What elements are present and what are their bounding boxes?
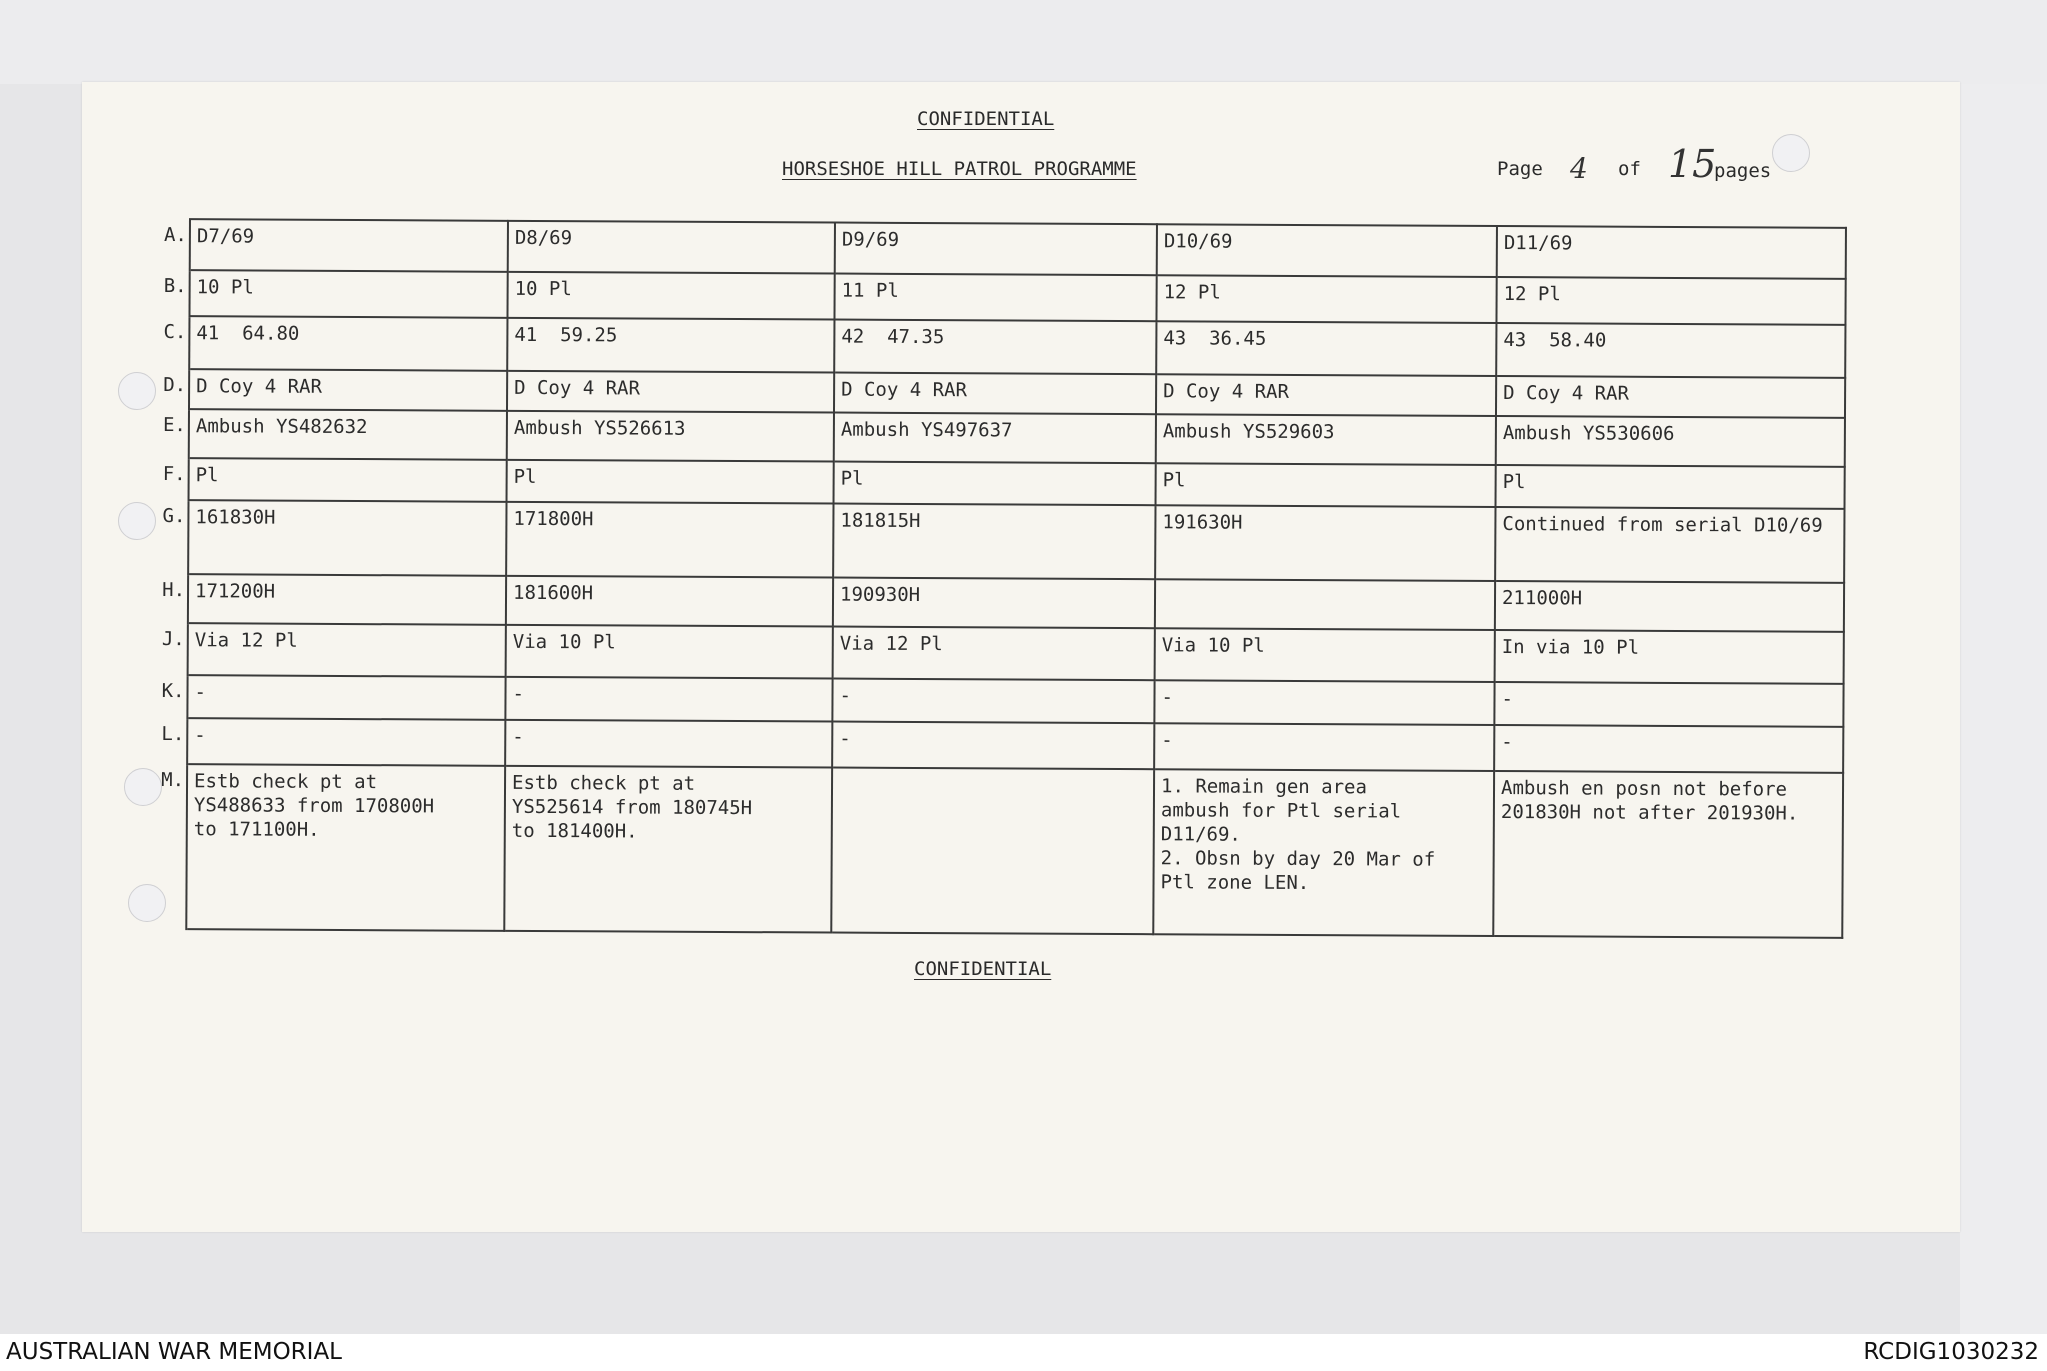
page-number-handwritten: 4: [1570, 152, 1588, 185]
table-cell: Pl: [189, 458, 507, 502]
table-cell: D9/69: [835, 223, 1157, 275]
table-cell: D Coy 4 RAR: [1496, 376, 1845, 418]
table-cell: 41 64.80: [189, 316, 507, 370]
punch-hole: [118, 502, 156, 540]
table-cell: 171800H: [506, 502, 833, 578]
page-of-label: of: [1618, 158, 1641, 180]
table-cell: D8/69: [508, 221, 835, 273]
pages-label: pages: [1714, 160, 1772, 182]
table-cell: -: [832, 679, 1154, 723]
viewer-background-top: [0, 0, 2047, 84]
table-cell: [831, 768, 1154, 935]
row-label: M.: [152, 764, 187, 929]
table-cell: D11/69: [1497, 226, 1846, 279]
table-cell: -: [187, 676, 505, 720]
table-cell: In via 10 Pl: [1495, 630, 1844, 685]
table-cell: Via 10 Pl: [1155, 628, 1495, 683]
table-row: [152, 764, 1843, 938]
table-row: [155, 409, 1845, 466]
table-cell: -: [505, 677, 832, 721]
table-row: [154, 623, 1844, 685]
table-cell: 171200H: [188, 574, 506, 624]
table-cell: 161830H: [188, 500, 506, 576]
table-cell: -: [505, 719, 832, 767]
archive-footer: [0, 1334, 2047, 1371]
table-cell: Via 10 Pl: [506, 624, 833, 679]
table-cell: -: [1154, 723, 1494, 771]
table-cell: 190930H: [833, 577, 1155, 627]
row-label: C.: [155, 316, 189, 369]
table-cell: D7/69: [190, 219, 508, 271]
table-cell: Ambush YS526613: [507, 411, 834, 461]
table-cell: 12 Pl: [1496, 277, 1845, 325]
table-cell: -: [187, 718, 505, 766]
table-cell: 191630H: [1155, 505, 1495, 581]
table-cell: D Coy 4 RAR: [189, 369, 507, 411]
punch-hole: [1772, 134, 1810, 172]
table-cell: Pl: [1156, 463, 1496, 507]
table-cell: Estb check pt at YS488633 from 170800H to 171100H.: [186, 764, 505, 931]
table-cell: -: [832, 721, 1154, 769]
table-cell: 181815H: [833, 504, 1155, 580]
table-cell: 211000H: [1495, 581, 1844, 631]
table-cell: Ambush YS529603: [1156, 414, 1496, 464]
table-cell: -: [1154, 681, 1494, 725]
table-cell: Via 12 Pl: [188, 623, 506, 677]
table-cell: Pl: [834, 461, 1156, 505]
row-label: A.: [156, 219, 190, 270]
table-cell: Continued from serial D10/69: [1495, 507, 1844, 583]
table-cell: -: [1494, 682, 1843, 726]
record-reference: RCDIG1030232: [1863, 1339, 2039, 1365]
row-label: B.: [155, 270, 189, 317]
patrol-programme-table: [152, 218, 1847, 939]
table-cell: Ambush en posn not before 201830H not after 201930H.: [1493, 771, 1843, 938]
table-row: [154, 574, 1844, 631]
page-label: Page: [1497, 158, 1543, 180]
table-row: [156, 219, 1846, 279]
document-title: HORSESHOE HILL PATROL PROGRAMME: [782, 158, 1137, 180]
table-cell: 43 58.40: [1496, 323, 1845, 378]
table-cell: 42 47.35: [834, 320, 1156, 374]
row-label: L.: [153, 718, 187, 765]
table-cell: Ambush YS482632: [189, 409, 507, 459]
table-cell: [1155, 579, 1495, 629]
table-cell: 12 Pl: [1156, 275, 1496, 323]
row-label: H.: [154, 574, 188, 623]
table-cell: D Coy 4 RAR: [507, 371, 834, 413]
row-label: E.: [155, 409, 189, 458]
punch-hole: [118, 372, 156, 410]
table-cell: Estb check pt at YS525614 from 180745H to 181400H.: [504, 766, 832, 933]
row-label: D.: [155, 369, 189, 409]
table-cell: D Coy 4 RAR: [1156, 374, 1496, 416]
table-cell: Pl: [1496, 465, 1845, 509]
table-cell: 1. Remain gen area ambush for Ptl serial D11/69. 2. Obsn by day 20 Mar of Ptl zone LEN.: [1153, 769, 1494, 936]
table-cell: Ambush YS530606: [1496, 416, 1845, 466]
table-row: [154, 500, 1844, 583]
row-label: F.: [155, 458, 189, 500]
row-label: J.: [154, 623, 188, 676]
viewer-background-right: [1960, 84, 2047, 1334]
table-cell: Pl: [507, 460, 834, 504]
table-cell: 41 59.25: [507, 318, 834, 373]
page-total-handwritten: 15: [1668, 142, 1717, 186]
table-cell: 43 36.45: [1156, 321, 1496, 376]
institution-name: AUSTRALIAN WAR MEMORIAL: [6, 1339, 342, 1365]
table-cell: 181600H: [506, 576, 833, 626]
table-cell: -: [1494, 725, 1843, 773]
row-label: G.: [154, 500, 188, 574]
table-cell: Ambush YS497637: [834, 413, 1156, 463]
table-cell: D10/69: [1157, 224, 1497, 276]
classification-header: CONFIDENTIAL: [917, 108, 1055, 130]
table-cell: 10 Pl: [507, 272, 834, 320]
table-cell: 10 Pl: [189, 270, 507, 318]
table-row: [155, 316, 1845, 378]
table-cell: D Coy 4 RAR: [834, 373, 1156, 415]
table-cell: 11 Pl: [834, 273, 1156, 321]
row-label: K.: [153, 675, 187, 717]
table-cell: Via 12 Pl: [833, 626, 1155, 680]
classification-footer: CONFIDENTIAL: [914, 958, 1052, 980]
